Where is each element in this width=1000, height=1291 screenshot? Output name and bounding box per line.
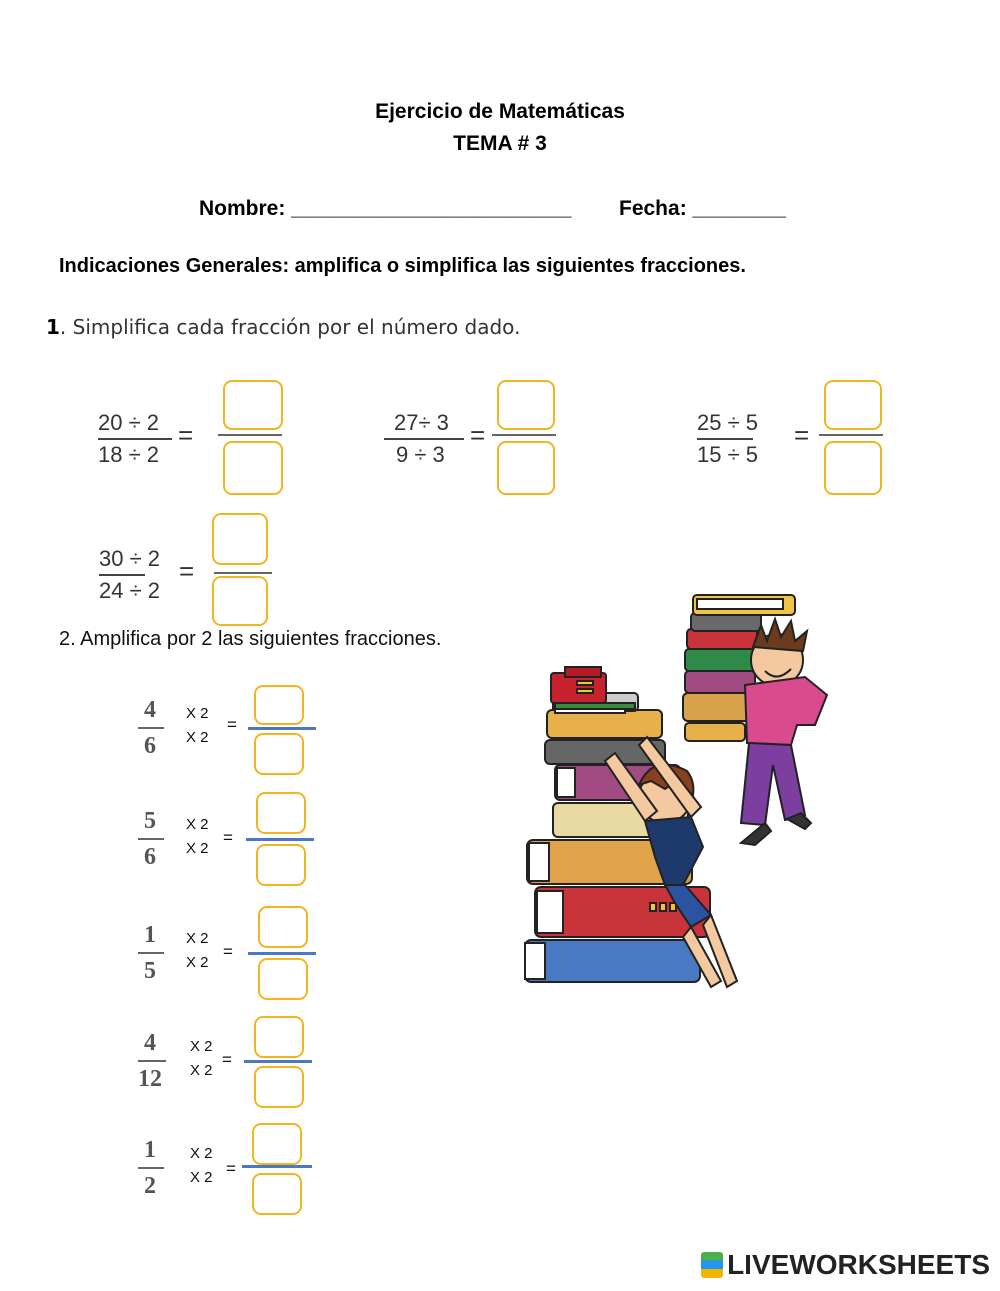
- answer-box-denominator[interactable]: [497, 441, 555, 495]
- fraction-bar: [99, 574, 145, 576]
- answer-fraction-bar: [248, 727, 316, 730]
- simplify-exercise-2: [384, 410, 464, 468]
- name-field-label: Nombre: ________________________: [199, 197, 572, 220]
- fraction-bar: [138, 1167, 164, 1169]
- answer-box-denominator[interactable]: [254, 1066, 304, 1108]
- multiplier-denominator: X 2: [186, 840, 209, 857]
- fraction-numerator: 27÷ 3: [394, 410, 449, 435]
- logo-text: LIVEWORKSHEETS: [727, 1249, 990, 1280]
- fraction-numerator: 1: [144, 922, 156, 948]
- answer-fraction-bar: [214, 572, 272, 574]
- fraction-bar: [98, 438, 172, 440]
- multiplier-denominator: X 2: [186, 729, 209, 746]
- multiplier-numerator: X 2: [186, 816, 209, 833]
- amplify-exercise-4: [138, 1030, 318, 1110]
- equals-sign: =: [223, 942, 233, 961]
- fraction-numerator: 1: [144, 1137, 156, 1163]
- answer-box-numerator[interactable]: [258, 906, 308, 948]
- answer-box-denominator[interactable]: [212, 576, 268, 626]
- answer-box-denominator[interactable]: [258, 958, 308, 1000]
- multiplier-numerator: X 2: [190, 1145, 213, 1162]
- answer-box-numerator[interactable]: [223, 380, 283, 430]
- worksheet-title: Ejercicio de Matemáticas: [375, 100, 625, 123]
- answer-fraction-bar: [246, 838, 314, 841]
- general-instructions: Indicaciones Generales: amplifica o simplifica las siguientes fracciones.: [59, 255, 746, 277]
- fraction-denominator: 24 ÷ 2: [99, 578, 161, 603]
- equals-sign: =: [178, 420, 194, 450]
- section1-number: 1: [46, 315, 60, 339]
- multiplier-numerator: X 2: [190, 1038, 213, 1055]
- multiplier-denominator: X 2: [190, 1169, 213, 1186]
- fraction-denominator: 2: [144, 1173, 156, 1199]
- multiplier-denominator: X 2: [190, 1062, 213, 1079]
- multiplier-numerator: X 2: [186, 930, 209, 947]
- multiplier-denominator: X 2: [186, 954, 209, 971]
- fraction-denominator: 6: [144, 844, 156, 870]
- logo-mark-icon: [701, 1252, 723, 1278]
- fraction-numerator: 4: [144, 697, 156, 723]
- simplify-exercise-3: [697, 410, 758, 468]
- amplify-exercise-2: [138, 808, 318, 888]
- amplify-exercise-5: [138, 1137, 318, 1217]
- fraction-denominator: 15 ÷ 5: [697, 442, 759, 467]
- answer-box-denominator[interactable]: [824, 441, 882, 495]
- equals-sign: =: [223, 828, 233, 847]
- answer-box-numerator[interactable]: [254, 1016, 304, 1058]
- answer-box-numerator[interactable]: [254, 685, 304, 725]
- kids-with-books-illustration: [515, 585, 845, 1005]
- answer-fraction-bar: [218, 434, 282, 436]
- fraction-denominator: 5: [144, 958, 156, 984]
- answer-box-denominator[interactable]: [223, 441, 283, 495]
- section1-heading: [46, 315, 520, 339]
- amplify-exercise-3: [138, 922, 318, 1002]
- fraction-numerator: 25 ÷ 5: [697, 410, 759, 435]
- answer-fraction-bar: [242, 1165, 312, 1168]
- equals-sign: =: [226, 1159, 236, 1178]
- fraction-denominator: 12: [138, 1066, 162, 1092]
- equals-sign: =: [227, 715, 237, 734]
- equals-sign: =: [222, 1050, 232, 1069]
- fraction-bar: [138, 727, 164, 729]
- worksheet-subtitle: TEMA # 3: [453, 132, 547, 155]
- equals-sign: =: [470, 420, 486, 450]
- answer-box-denominator[interactable]: [254, 733, 304, 775]
- answer-fraction-bar: [492, 434, 556, 436]
- simplify-exercise-1: [98, 410, 172, 468]
- amplify-exercise-1: [138, 697, 318, 777]
- answer-fraction-bar: [819, 434, 883, 436]
- fraction-numerator: 20 ÷ 2: [98, 410, 160, 435]
- fraction-numerator: 30 ÷ 2: [99, 546, 161, 571]
- answer-box-numerator[interactable]: [252, 1123, 302, 1165]
- answer-box-denominator[interactable]: [252, 1173, 302, 1215]
- liveworksheets-logo: [701, 1249, 990, 1281]
- fraction-bar: [138, 952, 164, 954]
- answer-fraction-bar: [244, 1060, 312, 1063]
- multiplier-numerator: X 2: [186, 705, 209, 722]
- answer-box-numerator[interactable]: [497, 380, 555, 430]
- date-field-label: Fecha: ________: [619, 197, 786, 220]
- fraction-numerator: 4: [144, 1030, 156, 1056]
- fraction-bar: [138, 1060, 166, 1062]
- section1-text: . Simplifica cada fracción por el número dado.: [59, 315, 521, 339]
- answer-box-denominator[interactable]: [256, 844, 306, 886]
- fraction-numerator: 5: [144, 808, 156, 834]
- fraction-denominator: 18 ÷ 2: [98, 442, 160, 467]
- answer-box-numerator[interactable]: [212, 513, 268, 565]
- fraction-bar: [138, 838, 164, 840]
- answer-fraction-bar: [248, 952, 316, 955]
- simplify-exercise-4: [99, 546, 160, 604]
- answer-box-numerator[interactable]: [824, 380, 882, 430]
- fraction-denominator: 9 ÷ 3: [396, 442, 445, 467]
- answer-box-numerator[interactable]: [256, 792, 306, 834]
- equals-sign: =: [179, 556, 195, 586]
- equals-sign: =: [794, 420, 810, 450]
- section2-heading: 2. Amplifica por 2 las siguientes fracciones.: [59, 628, 442, 650]
- fraction-denominator: 6: [144, 733, 156, 759]
- fraction-bar: [384, 438, 464, 440]
- fraction-bar: [697, 438, 753, 440]
